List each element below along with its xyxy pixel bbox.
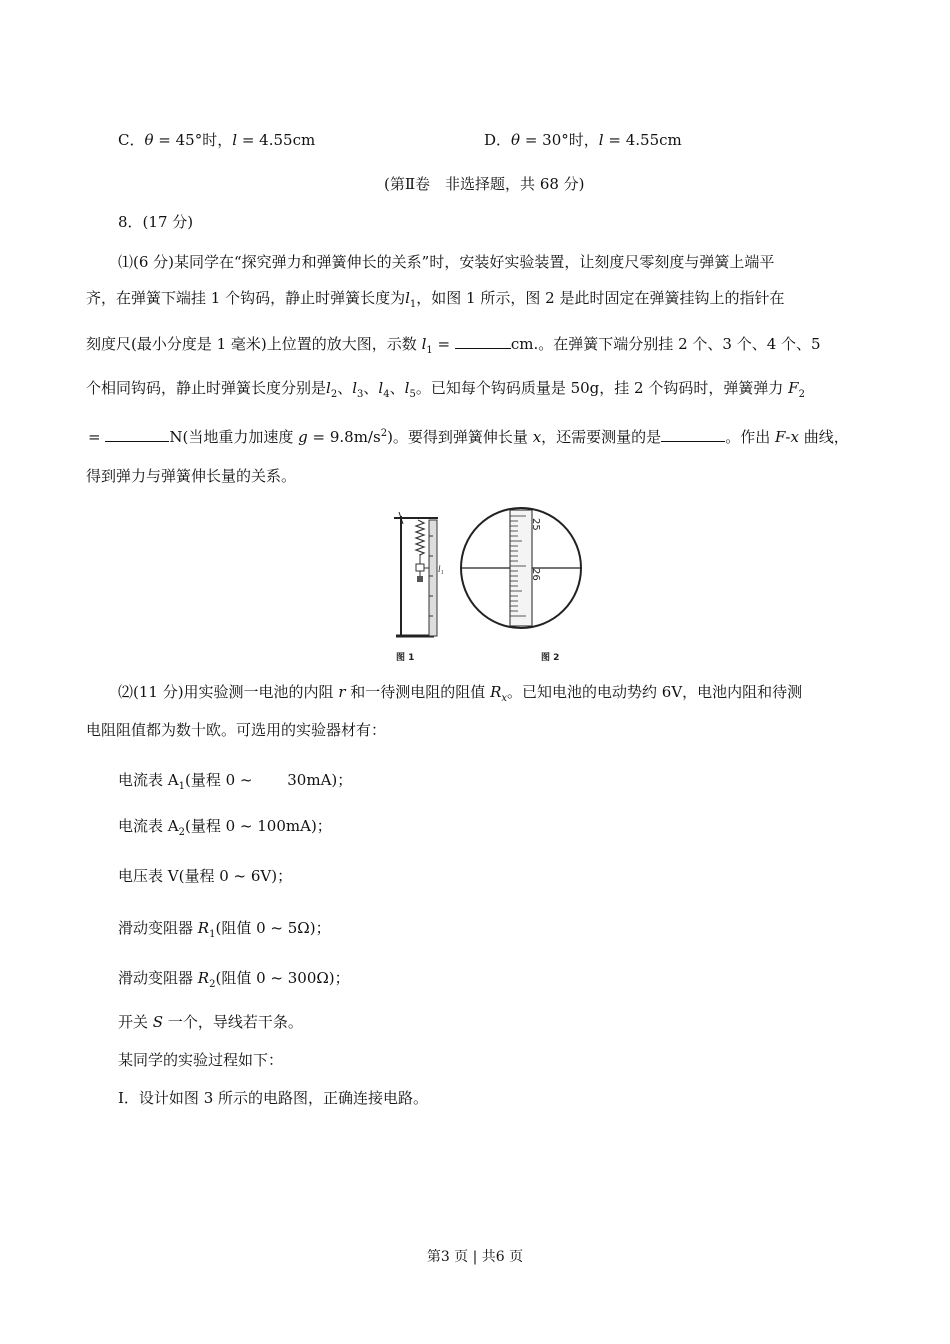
part1-line2: 齐，在弹簧下端挂 1 个钩码，静止时弹簧长度为$l_1$，如图 1 所示，图 2 是此时固定在弹簧挂钩上的指针在 [86, 289, 785, 310]
choice-d-theta: = 30°时， [524, 131, 599, 149]
sep-3: 、 [389, 379, 405, 397]
equip-switch: 开关 S 一个，导线若干条。 [118, 1013, 303, 1031]
part1-line4-b: 。已知每个钩码质量是 50g，挂 2 个钩码时，弹簧弹力 [415, 379, 784, 397]
part1-line1: ⑴(6 分)某同学在“探究弹力和弹簧伸长的关系”时，安装好实验装置，让刻度尺零刻度与弹簧上端平 [118, 253, 775, 271]
part1-line5: = N(当地重力加速度 $g = 9.8m/s^2$)。要得到弹簧伸长量 x，还需要测量的是 。作出 F-x 曲线， [88, 428, 849, 446]
figure2-caption: 图 2 [541, 653, 560, 663]
part1-line5-f: 。作出 [725, 428, 771, 446]
process-step1: Ⅰ．设计如图 3 所示的电路图，正确连接电路。 [118, 1089, 429, 1107]
equip-r2: 滑动变阻器 $R_2$(阻值 0 ~ 300Ω)； [118, 969, 350, 990]
spring-figure-svg [380, 506, 600, 664]
figure1-ruler [429, 520, 437, 636]
equip-v: 电压表 V(量程 0 ~ 6V)； [118, 867, 293, 885]
part2-line2: 电阻阻值都为数十欧。可选用的实验器材有： [86, 721, 387, 739]
choice-c-label: C． [118, 131, 145, 149]
part1-line4: 个相同钩码，静止时弹簧长度分别是$l_2$、$l_3$、$l_4$、$l_5$。已知每个钩码质量是 50g，挂 2 个钩码时，弹簧弹力 $F_2$ [86, 379, 805, 400]
part1-line5-eq: = [88, 428, 101, 446]
part1-line4-a: 个相同钩码，静止时弹簧长度分别是 [86, 379, 327, 397]
page-footer: 第3 页 | 共6 页 [426, 1249, 524, 1265]
part1-line3-a: 刻度尺(最小分度是 1 毫米)上位置的放大图，示数 [86, 335, 417, 353]
part2-line1-a: ⑵(11 分)用实验测一电池的内阻 [118, 683, 334, 701]
equip-r2-a: 滑动变阻器 [118, 969, 194, 987]
choice-d: D．θ = 30°时，l = 4.55cm [484, 131, 682, 149]
equip-a2: 电流表 $A_2$(量程 0 ~ 100mA)； [118, 817, 332, 838]
part1-line3-eq: = [437, 335, 451, 353]
equip-switch-b: 一个，导线若干条。 [167, 1013, 303, 1031]
equip-a1: 电流表 $A_1$(量程 0 ~ 30mA)； [118, 771, 353, 792]
part2-line1-c: 。已知电池的电动势约 6V，电池内阻和待测 [507, 683, 803, 701]
answer-blank-f2[interactable] [105, 427, 169, 442]
part1-line5-b: N(当地重力加速度 [169, 428, 294, 446]
choice-d-l: = 4.55cm [608, 131, 682, 149]
part1-line5-h: 曲线， [803, 428, 849, 446]
equip-switch-a: 开关 [118, 1013, 149, 1031]
part1-line3-c: cm.。在弹簧下端分别挂 2 个、3 个、4 个、5 [510, 335, 821, 353]
process-intro: 某同学的实验过程如下： [118, 1051, 284, 1069]
equip-r1-b: (阻值 0 ~ 5Ω)； [215, 919, 331, 937]
scale-label-26: 26 [530, 568, 541, 581]
part1-line5-c: = 9.8m/s [312, 428, 381, 446]
equip-r2-b: (阻值 0 ~ 300Ω)； [215, 969, 350, 987]
part2-line1-b: 和一待测电阻的阻值 [350, 683, 486, 701]
answer-blank-l1[interactable] [455, 334, 511, 349]
figure1-caption: 图 1 [396, 653, 415, 663]
part1-line5-dash: - [785, 428, 791, 446]
equip-a2-b: (量程 0 ~ 100mA)； [184, 817, 332, 835]
sep-2: 、 [363, 379, 379, 397]
equip-r1-a: 滑动变阻器 [118, 919, 194, 937]
equip-r1: 滑动变阻器 $R_1$(阻值 0 ~ 5Ω)； [118, 919, 331, 940]
answer-blank-measure[interactable] [661, 427, 725, 442]
choice-d-label: D． [484, 131, 512, 149]
sep-1: 、 [337, 379, 353, 397]
part2-line1: ⑵(11 分)用实验测一电池的内阻 r 和一待测电阻的阻值 $R_x$。已知电池的电动势约 6V，电池内阻和待测 [118, 683, 803, 704]
equip-a2-a: 电流表 A [118, 817, 179, 835]
pointer-label: l₁ [438, 564, 444, 574]
equip-a1-b: (量程 0 ~ 30mA)； [184, 771, 353, 789]
part1-line2-b: ，如图 1 所示，图 2 是此时固定在弹簧挂钩上的指针在 [416, 289, 785, 307]
choice-c-theta: = 45°时， [158, 131, 233, 149]
part1-line5-e: ，还需要测量的是 [541, 428, 662, 446]
spring-figure [380, 506, 600, 664]
equip-a1-a: 电流表 A [118, 771, 179, 789]
question-number: 8．(17 分) [118, 213, 194, 231]
part1-line5-d: )。要得到弹簧伸长量 [387, 428, 528, 446]
scale-label-25: 25 [530, 518, 541, 531]
choice-c: C．θ = 45°时，l = 4.55cm [118, 131, 316, 149]
choice-c-l: = 4.55cm [241, 131, 316, 149]
part1-line2-a: 齐，在弹簧下端挂 1 个钩码，静止时弹簧长度为 [86, 289, 406, 307]
part1-line6: 得到弹力与弹簧伸长量的关系。 [86, 467, 297, 485]
section-header: (第Ⅱ卷 非选择题，共 68 分) [384, 175, 585, 193]
part1-line3: 刻度尺(最小分度是 1 毫米)上位置的放大图，示数 $l_1$ = cm.。在弹簧下端分别挂 2 个、3 个、4 个、5 [86, 335, 821, 356]
figure2-magnifier [461, 508, 581, 628]
